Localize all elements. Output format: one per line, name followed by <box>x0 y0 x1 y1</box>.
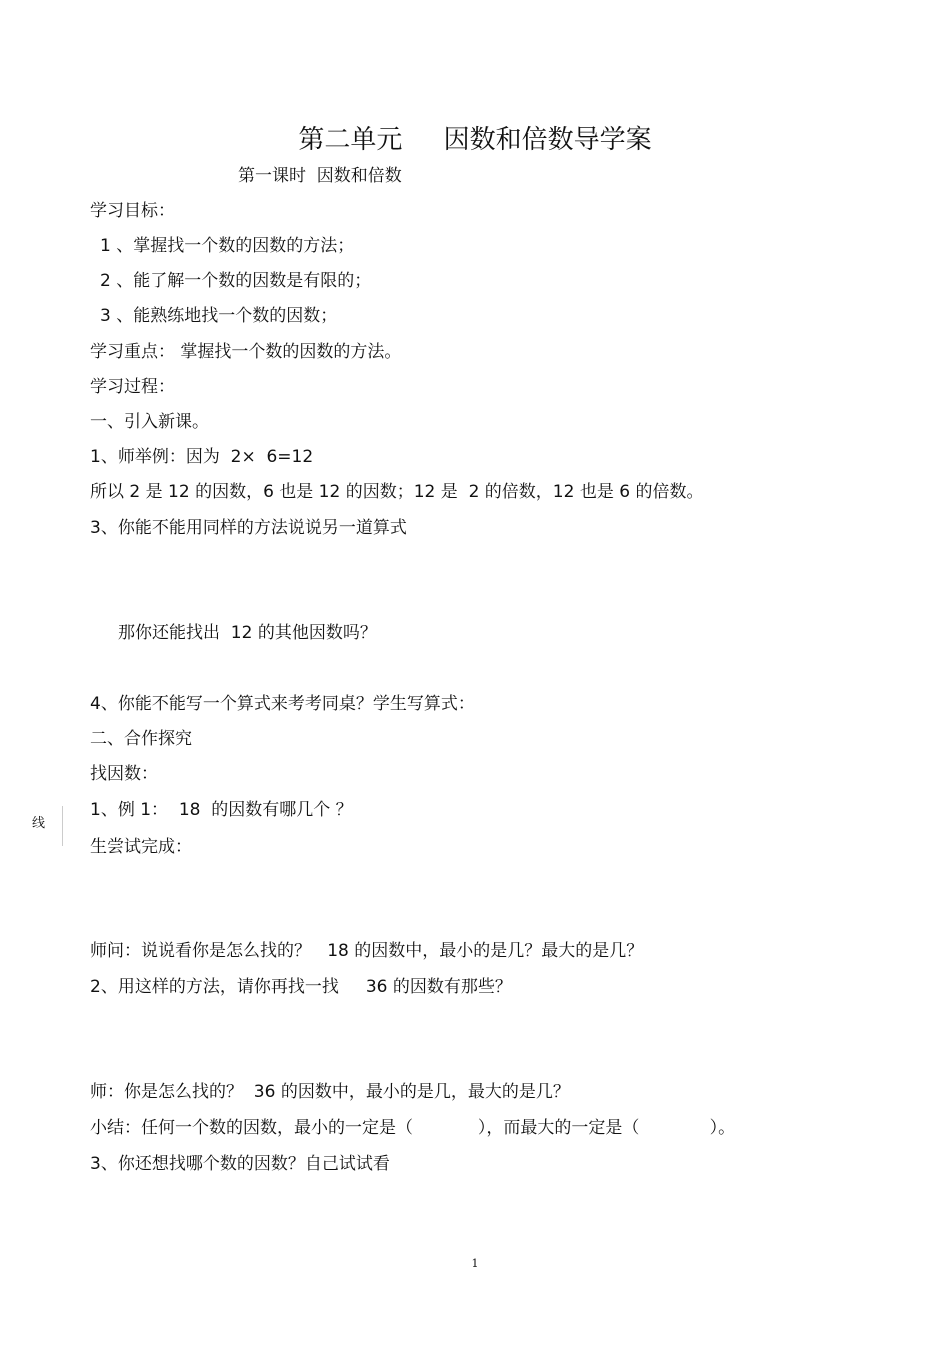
section-heading: 二、合作探究 <box>90 729 192 749</box>
text-line: 所以 2 是 12 的因数，6 也是 12 的因数；12 是 2 的倍数，12 也是 6 的倍数。 <box>90 482 704 502</box>
text-line: 1、师举例：因为 2× 6=12 <box>90 447 314 467</box>
text-line: 师：你是怎么找的？ 36 的因数中，最小的是几，最大的是几？ <box>90 1082 570 1102</box>
text-line: 4、你能不能写一个算式来考考同桌？学生写算式： <box>90 694 475 714</box>
document-title: 第二单元 因数和倍数导学案 <box>298 125 652 155</box>
objective-item: 1 、掌握找一个数的因数的方法； <box>100 236 355 256</box>
lesson-subtitle: 第一课时 因数和倍数 <box>238 166 402 186</box>
key-point: 学习重点： 掌握找一个数的因数的方法。 <box>90 342 402 362</box>
page-number: 1 <box>471 1257 479 1270</box>
text-line: 3、你还想找哪个数的因数？自己试试看 <box>90 1154 390 1174</box>
text-line: 找因数： <box>90 764 158 784</box>
objectives-heading: 学习目标： <box>90 201 175 221</box>
text-line: 那你还能找出 12 的其他因数吗？ <box>118 623 377 643</box>
process-heading: 学习过程： <box>90 377 175 397</box>
text-line: 1、例 1： 18 的因数有哪几个 ？ <box>90 800 353 820</box>
objective-item: 2 、能了解一个数的因数是有限的； <box>100 271 372 291</box>
text-line: 师问：说说看你是怎么找的？ 18 的因数中，最小的是几？最大的是几？ <box>90 941 644 961</box>
text-line: 生尝试完成： <box>90 837 192 857</box>
binding-margin-rule <box>62 806 63 846</box>
section-heading: 一、引入新课。 <box>90 412 209 432</box>
text-line: 2、用这样的方法，请你再找一找 36 的因数有那些？ <box>90 977 512 997</box>
objective-item: 3 、能熟练地找一个数的因数； <box>100 306 338 326</box>
summary-line: 小结：任何一个数的因数，最小的一定是（ ），而最大的一定是（ ）。 <box>90 1118 736 1138</box>
binding-margin-mark: 线 <box>32 816 46 831</box>
text-line: 3、你能不能用同样的方法说说另一道算式 <box>90 518 407 538</box>
